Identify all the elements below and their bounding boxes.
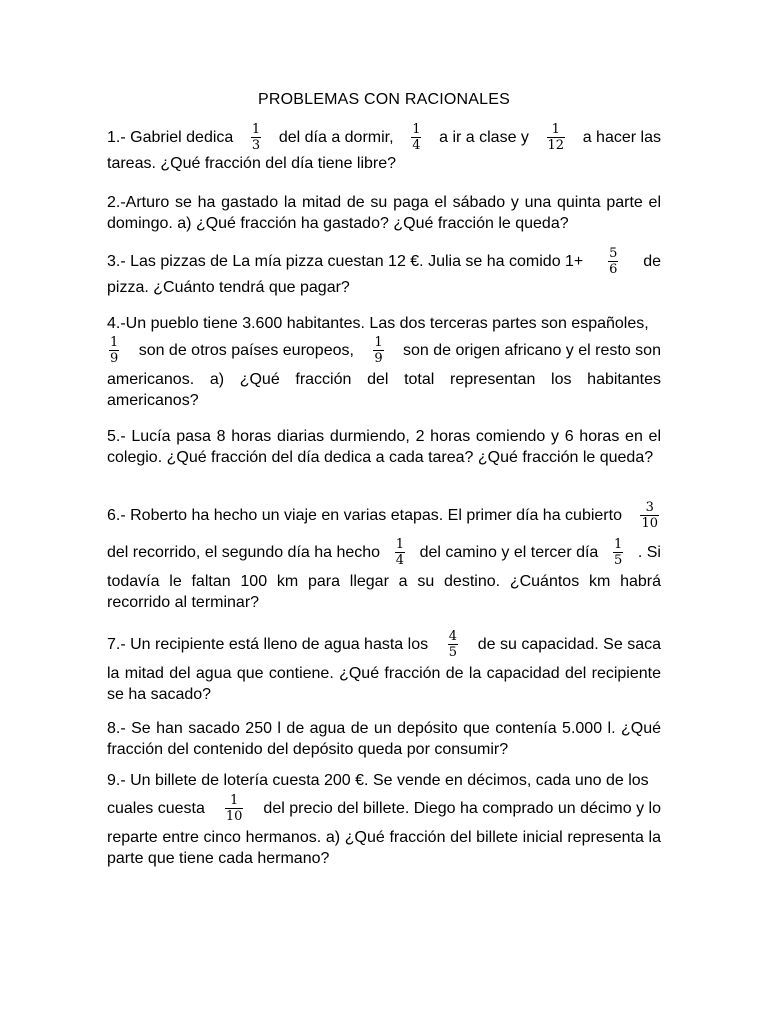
- problem-7-text-a: 7.- Un recipiente está lleno de agua hasta los: [107, 636, 429, 653]
- problem-3-text-a: 3.- Las pizzas de La mía pizza cuestan 12 €. Julia se ha comido 1+: [107, 253, 584, 270]
- fraction-1-9-b: $\frac{1}{9}$: [374, 335, 383, 366]
- problem-6-text-c: del camino y el tercer día: [419, 544, 599, 561]
- problem-1-text-e: tareas. ¿Qué fracción del día tiene libre?: [107, 155, 397, 172]
- problem-2: 2.-Arturo se ha gastado la mitad de su paga el sábado y una quinta parte el domingo. a) ¿Qué fracción ha gastado? ¿Qué fracción le queda?: [107, 194, 661, 232]
- fraction-5-6: $\frac{5}{6}$: [609, 246, 618, 277]
- problem-9-text-d: reparte entre cinco hermanos. a) ¿Qué fracción del billete inicial representa la parte que tiene cada hermano?: [107, 829, 661, 867]
- problem-6-text-b: del recorrido, el segundo día ha hecho: [107, 544, 381, 561]
- problem-1-line-1: [107, 122, 661, 153]
- problem-9-text-b: cuales cuesta: [107, 800, 205, 817]
- problem-7-line-1: [107, 629, 661, 660]
- problem-1-text-c: a ir a clase y: [439, 129, 529, 146]
- problem-6: [107, 500, 661, 613]
- problem-4-text-a: 4.-Un pueblo tiene 3.600 habitantes. Las dos terceras partes son españoles,: [107, 315, 649, 332]
- problem-9-text-c: del precio del billete. Diego ha comprado un décimo y lo: [263, 800, 661, 817]
- problem-3-line-1: [107, 246, 661, 277]
- fraction-1-4: $\frac{1}{4}$: [412, 122, 421, 153]
- problem-3-text-c: pizza. ¿Cuánto tendrá que pagar?: [107, 279, 350, 296]
- problem-3: [107, 246, 661, 298]
- fraction-1-5: $\frac{1}{5}$: [613, 537, 623, 568]
- fraction-1-3: $\frac{1}{3}$: [251, 122, 261, 153]
- fraction-4-5: $\frac{4}{5}$: [448, 629, 458, 660]
- problem-1-text-b: del día a dormir,: [278, 129, 394, 146]
- problem-9: [107, 770, 661, 869]
- fraction-3-10: $\frac{3}{10}$: [641, 500, 658, 531]
- problem-4: [107, 313, 661, 411]
- problem-7-text-b: de su capacidad. Se saca: [477, 636, 661, 653]
- problem-4-text-b: son de otros países europeos,: [138, 342, 354, 359]
- fraction-1-10: $\frac{1}{10}$: [225, 793, 243, 824]
- problem-4-text-c: son de origen africano y el resto son: [403, 342, 661, 359]
- problem-8: 8.- Se han sacado 250 l de agua de un depósito que contenía 5.000 l. ¿Qué fracción del contenido del depósito queda por consumir?: [107, 720, 661, 758]
- problem-6-text-e: todavía le faltan 100 km para llegar a su destino. ¿Cuántos km habrá recorrido al terminar?: [107, 573, 661, 611]
- problem-7: [107, 629, 661, 705]
- problem-6-line-1: [107, 500, 661, 531]
- page-title: PROBLEMAS CON RACIONALES: [258, 91, 510, 108]
- problem-1-text-d: a hacer las: [582, 129, 661, 146]
- fraction-1-4-b: $\frac{1}{4}$: [395, 537, 404, 568]
- problem-1-text-a: 1.- Gabriel dedica: [107, 129, 234, 146]
- problem-7-text-c: la mitad del agua que contiene. ¿Qué fracción de la capacidad del recipiente se ha sacado?: [107, 665, 661, 703]
- problem-4-line-2: [107, 335, 661, 366]
- problem-6-text-d: . Si: [637, 544, 661, 561]
- problem-9-line-2: [107, 793, 661, 824]
- problem-4-text-d: americanos. a) ¿Qué fracción del total representan los habitantes americanos?: [107, 371, 661, 409]
- problem-5: 5.- Lucía pasa 8 horas diarias durmiendo, 2 horas comiendo y 6 horas en el colegio. ¿Qué fracción del día dedica a cada tarea? ¿Qué fracción le queda?: [107, 428, 661, 466]
- fraction-1-12: $\frac{1}{12}$: [547, 122, 565, 153]
- problem-1: [107, 122, 661, 174]
- problem-3-text-b: de: [643, 253, 661, 270]
- problem-9-text-a: 9.- Un billete de lotería cuesta 200 €. Se vende en décimos, cada uno de los: [107, 772, 649, 789]
- problem-6-text-a: 6.- Roberto ha hecho un viaje en varias etapas. El primer día ha cubierto: [107, 507, 622, 524]
- problem-6-line-2: [107, 537, 661, 568]
- fraction-1-9: $\frac{1}{9}$: [110, 335, 119, 366]
